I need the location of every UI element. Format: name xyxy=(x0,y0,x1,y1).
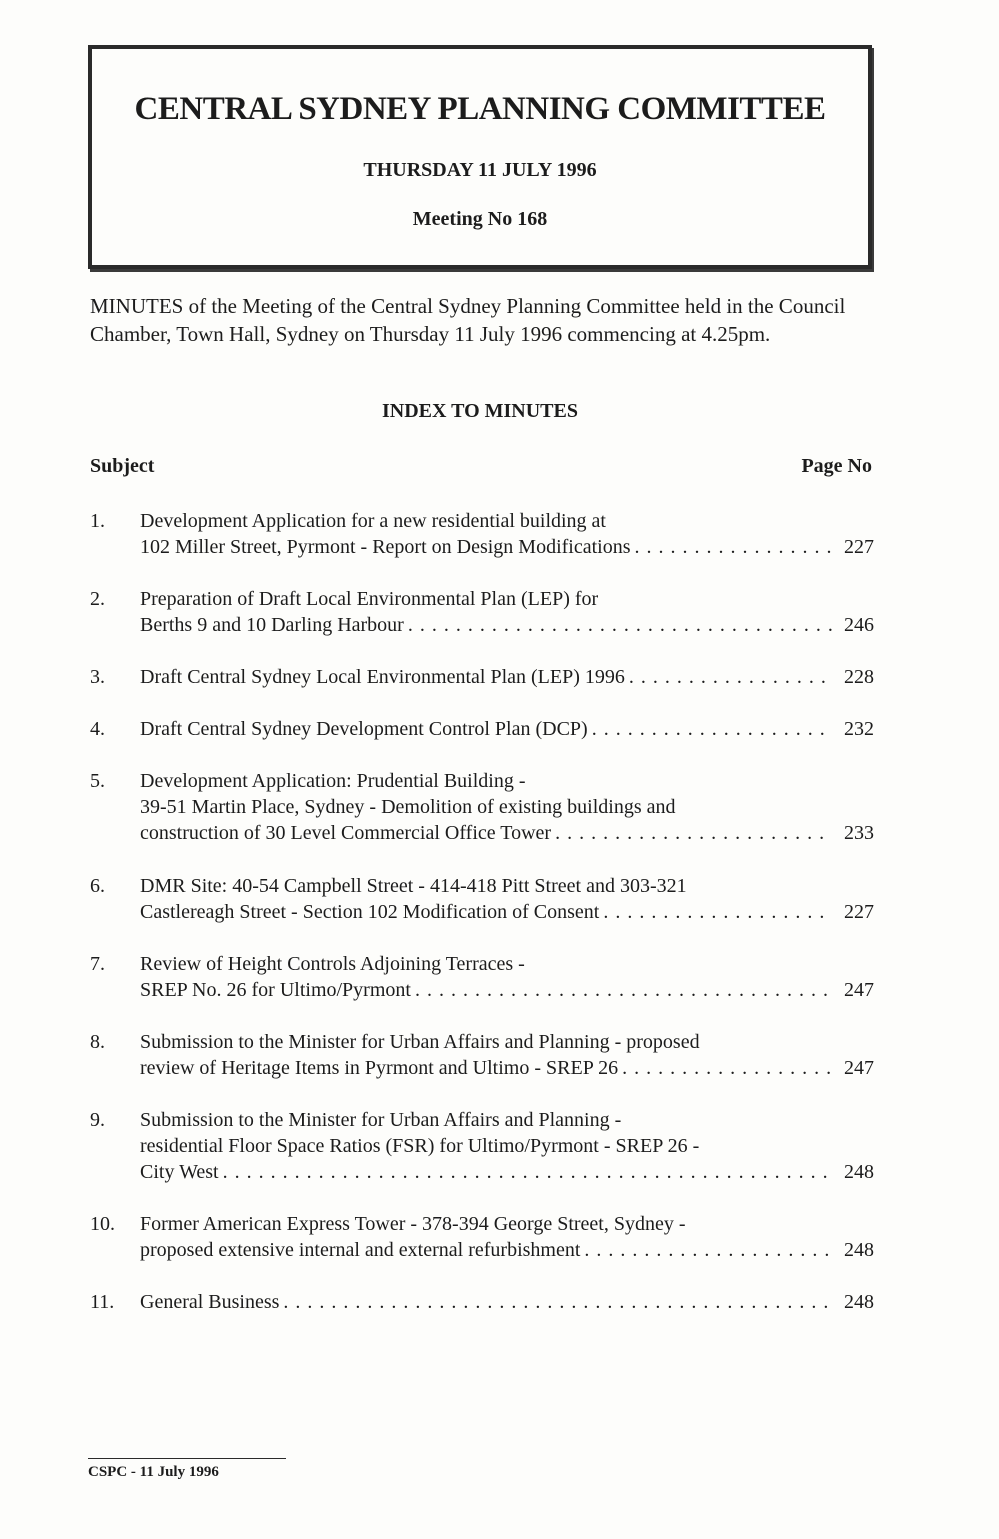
dot-leader xyxy=(622,1055,832,1081)
dot-leader xyxy=(283,1289,832,1315)
item-page-number: 232 xyxy=(844,718,874,740)
item-number: 7. xyxy=(90,953,105,975)
subject-column-header: Subject xyxy=(90,455,155,477)
index-item xyxy=(90,1211,874,1263)
item-subject-line: residential Floor Space Ratios (FSR) for Ultimo/Pyrmont - SREP 26 - xyxy=(140,1135,700,1157)
item-subject-line: General Business xyxy=(140,1291,280,1313)
item-subject-final-line xyxy=(140,664,874,690)
item-page-number: 247 xyxy=(844,1057,874,1079)
item-subject-line: Preparation of Draft Local Environmental Plan (LEP) for xyxy=(140,588,599,610)
item-subject-line: Former American Express Tower - 378-394 George Street, Sydney - xyxy=(140,1213,686,1235)
meeting-date: THURSDAY 11 JULY 1996 xyxy=(363,159,597,181)
index-item xyxy=(90,1029,874,1081)
item-subject-line: Castlereagh Street - Section 102 Modification of Consent xyxy=(140,901,600,923)
item-number: 8. xyxy=(90,1031,105,1053)
item-number: 11. xyxy=(90,1291,115,1313)
item-subject-line: Review of Height Controls Adjoining Terraces - xyxy=(140,953,525,975)
item-subject xyxy=(140,1107,874,1185)
item-subject xyxy=(140,586,874,638)
item-subject-final-line xyxy=(140,820,874,846)
item-page-number: 248 xyxy=(844,1239,874,1261)
dot-leader xyxy=(415,977,832,1003)
dot-leader xyxy=(584,1237,832,1263)
item-page-number: 227 xyxy=(844,536,874,558)
item-page-number: 247 xyxy=(844,979,874,1001)
item-number: 4. xyxy=(90,718,105,740)
footer-text: CSPC - 11 July 1996 xyxy=(88,1464,219,1480)
index-item xyxy=(90,768,874,846)
item-subject-line: Draft Central Sydney Local Environmental Plan (LEP) 1996 xyxy=(140,666,625,688)
meeting-number: Meeting No 168 xyxy=(412,208,548,230)
intro-line-2: Chamber, Town Hall, Sydney on Thursday 11 July 1996 commencing at 4.25pm. xyxy=(90,322,771,346)
item-subject-final-line xyxy=(140,1055,874,1081)
item-subject-final-line xyxy=(140,1159,874,1185)
index-item xyxy=(90,586,874,638)
item-number: 2. xyxy=(90,588,105,610)
minutes-intro xyxy=(90,292,880,348)
index-item xyxy=(90,873,874,925)
item-subject-line: Submission to the Minister for Urban Affairs and Planning - proposed xyxy=(140,1031,700,1053)
item-subject xyxy=(140,873,874,925)
item-subject-line: Submission to the Minister for Urban Affairs and Planning - xyxy=(140,1109,622,1131)
index-item xyxy=(90,951,874,1003)
index-item xyxy=(90,1107,874,1185)
item-subject xyxy=(140,664,874,690)
item-number: 6. xyxy=(90,875,105,897)
dot-leader xyxy=(223,1159,832,1185)
item-subject-final-line xyxy=(140,1289,874,1315)
dot-leader xyxy=(408,612,832,638)
header-box xyxy=(88,45,872,269)
index-item xyxy=(90,716,874,742)
item-subject xyxy=(140,716,874,742)
item-subject-final-line xyxy=(140,716,874,742)
item-page-number: 233 xyxy=(844,822,874,844)
item-number: 1. xyxy=(90,510,105,532)
item-subject xyxy=(140,1289,874,1315)
footer-rule xyxy=(88,1458,286,1459)
item-number: 3. xyxy=(90,666,105,688)
item-subject xyxy=(140,1029,874,1081)
item-subject xyxy=(140,508,874,560)
item-subject-final-line xyxy=(140,977,874,1003)
item-subject-line: Development Application for a new residential building at xyxy=(140,510,606,532)
index-item xyxy=(90,664,874,690)
item-subject xyxy=(140,1211,874,1263)
page-no-column-header: Page No xyxy=(801,455,872,477)
item-subject-line: SREP No. 26 for Ultimo/Pyrmont xyxy=(140,979,411,1001)
item-subject-final-line xyxy=(140,612,874,638)
index-item xyxy=(90,508,874,560)
item-subject-final-line xyxy=(140,1237,874,1263)
item-page-number: 228 xyxy=(844,666,874,688)
index-item xyxy=(90,1289,874,1315)
item-number: 10. xyxy=(90,1213,115,1235)
item-subject-line: review of Heritage Items in Pyrmont and Ultimo - SREP 26 xyxy=(140,1057,619,1079)
dot-leader xyxy=(555,820,832,846)
dot-leader xyxy=(603,899,832,925)
item-subject-line: Berths 9 and 10 Darling Harbour xyxy=(140,614,404,636)
item-number: 5. xyxy=(90,770,105,792)
item-subject-final-line xyxy=(140,534,874,560)
item-subject-line: proposed extensive internal and external refurbishment xyxy=(140,1239,581,1261)
item-subject-line: 102 Miller Street, Pyrmont - Report on Design Modifications xyxy=(140,536,631,558)
item-subject-line: DMR Site: 40-54 Campbell Street - 414-418 Pitt Street and 303-321 xyxy=(140,875,687,897)
dot-leader xyxy=(629,664,832,690)
index-heading: INDEX TO MINUTES xyxy=(382,400,578,422)
item-subject-line: Draft Central Sydney Development Control Plan (DCP) xyxy=(140,718,588,740)
item-page-number: 248 xyxy=(844,1161,874,1183)
item-subject-line: City West xyxy=(140,1161,219,1183)
item-page-number: 248 xyxy=(844,1291,874,1313)
item-number: 9. xyxy=(90,1109,105,1131)
committee-title: CENTRAL SYDNEY PLANNING COMMITTEE xyxy=(134,91,826,127)
item-subject xyxy=(140,951,874,1003)
intro-line-1: MINUTES of the Meeting of the Central Sydney Planning Committee held in the Council xyxy=(90,294,846,318)
item-subject xyxy=(140,768,874,846)
dot-leader xyxy=(592,716,832,742)
item-subject-line: construction of 30 Level Commercial Office Tower xyxy=(140,822,552,844)
dot-leader xyxy=(635,534,833,560)
item-page-number: 227 xyxy=(844,901,874,923)
item-subject-line: 39-51 Martin Place, Sydney - Demolition of existing buildings and xyxy=(140,796,676,818)
item-page-number: 246 xyxy=(844,614,874,636)
item-subject-final-line xyxy=(140,899,874,925)
item-subject-line: Development Application: Prudential Building - xyxy=(140,770,526,792)
